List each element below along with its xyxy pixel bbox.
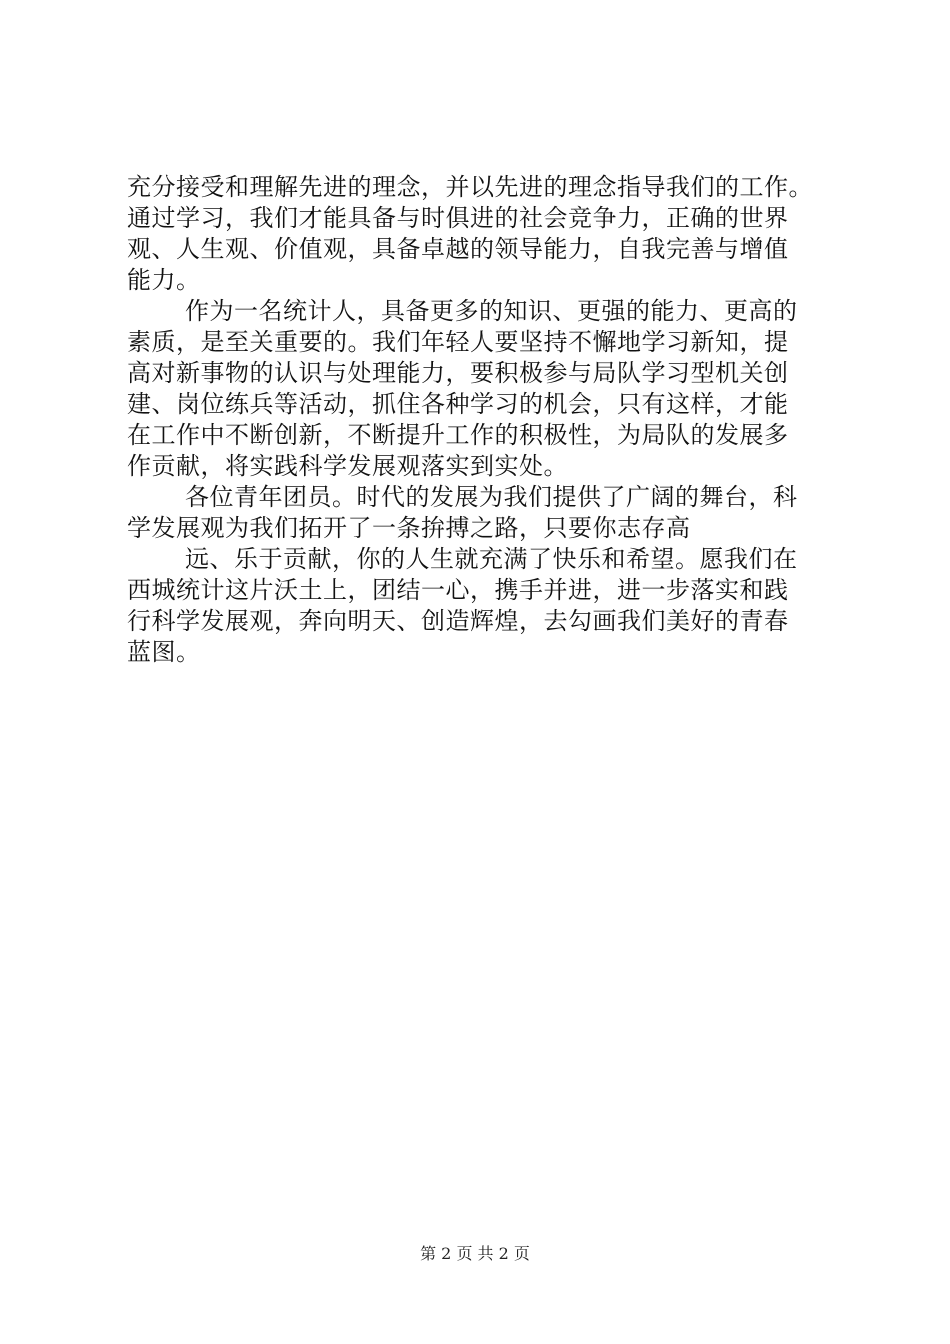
text-line: 通过学习，我们才能具备与时俱进的社会竞争力，正确的世界	[127, 204, 789, 232]
text-line: 行科学发展观，奔向明天、创造辉煌，去勾画我们美好的青春	[127, 607, 789, 635]
paragraph-first-line: 各位青年团员。时代的发展为我们提供了广阔的舞台，科	[185, 483, 798, 511]
paragraph-first-line: 作为一名统计人，具备更多的知识、更强的能力、更高的	[185, 297, 798, 325]
page-number-footer: 第 2 页 共 2 页	[420, 1244, 530, 1263]
paragraph-first-line: 远、乐于贡献，你的人生就充满了快乐和希望。愿我们在	[185, 545, 798, 573]
text-line: 建、岗位练兵等活动，抓住各种学习的机会，只有这样，才能	[127, 390, 789, 418]
text-line: 高对新事物的认识与处理能力，要积极参与局队学习型机关创	[127, 359, 789, 387]
text-line: 在工作中不断创新，不断提升工作的积极性，为局队的发展多	[127, 421, 789, 449]
text-line: 能力。	[127, 266, 201, 294]
text-line: 素质，是至关重要的。我们年轻人要坚持不懈地学习新知，提	[127, 328, 789, 356]
text-line: 蓝图。	[127, 638, 201, 666]
text-line: 作贡献，将实践科学发展观落实到实处。	[127, 452, 568, 480]
text-line: 观、人生观、价值观，具备卓越的领导能力，自我完善与增值	[127, 235, 789, 263]
text-line: 充分接受和理解先进的理念，并以先进的理念指导我们的工作。	[127, 173, 813, 201]
body-text	[127, 172, 827, 668]
text-line: 西城统计这片沃土上，团结一心，携手并进，进一步落实和践	[127, 576, 789, 604]
text-line: 学发展观为我们拓开了一条拚搏之路，只要你志存高	[127, 514, 691, 542]
